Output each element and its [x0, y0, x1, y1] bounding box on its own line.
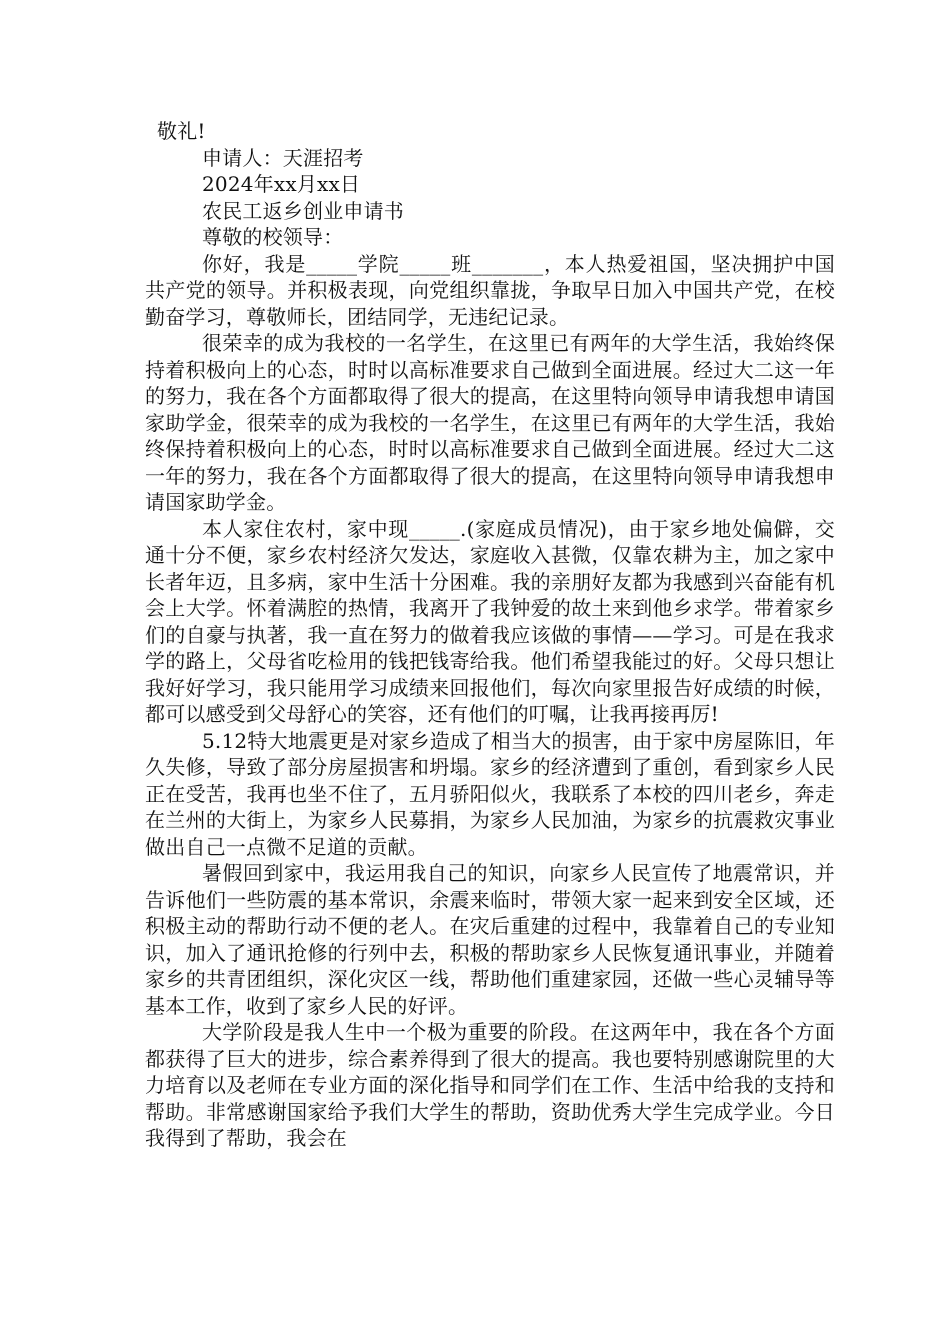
- date-line: 2024年xx月xx日: [202, 172, 361, 196]
- document-title: 农民工返乡创业申请书: [202, 198, 404, 223]
- closing-salutation: 敬礼!: [157, 119, 206, 143]
- paragraph-family: 本人家住农村，家中现_____.(家庭成员情况)，由于家乡地处偏僻，交通十分不便，家乡农村经济欠发达，家庭收入甚微，仅靠农耕为主，加之家中长者年迈，且多病，家中生活十分困难。我的亲朋好友都为我感到兴奋能有机会上大学。怀着满腔的热情，我离开了我钟爱的故土来到他乡求学。带着家乡们的自豪与执著，我一直在努力的做着我应该做的事情——学习。可是在我求学的路上，父母省吃检用的钱把钱寄给我。他们希望我能过的好。父母只想让我好好学习，我只能用学习成绩来回报他们，每次向家里报告好成绩的时候，都可以感受到父母舒心的笑容，还有他们的叮嘱，让我再接再厉!: [145, 516, 835, 726]
- applicant-line: 申请人：天涯招考: [202, 145, 364, 170]
- paragraph-earthquake: 5.12特大地震更是对家乡造成了相当大的损害，由于家中房屋陈旧，年久失修，导致了部分房屋损害和坍塌。家乡的经济遭到了重创，看到家乡人民正在受苦，我再也坐不住了，五月骄阳似火，我联系了本校的四川老乡，奔走在兰州的大街上，为家乡人民募捐，为家乡人民加油，为家乡的抗震救灾事业做出自己一点微不足道的贡献。: [145, 728, 835, 859]
- paragraph-student-life: 很荣幸的成为我校的一名学生，在这里已有两年的大学生活，我始终保持着积极向上的心态，时时以高标准要求自己做到全面进展。经过大二这一年的努力，我在各个方面都取得了很大的提高，在这里特向领导申请我想申请国家助学金，很荣幸的成为我校的一名学生，在这里已有两年的大学生活，我始终保持着积极向上的心态，时时以高标准要求自己做到全面进展。经过大二这一年的努力，我在各个方面都取得了很大的提高，在这里特向领导申请我想申请国家助学金。: [145, 331, 835, 514]
- paragraph-intro: 你好，我是_____学院_____班_______，本人热爱祖国，坚决拥护中国共产党的领导。并积极表现，向党组织靠拢，争取早日加入中国共产党，在校勤奋学习，尊敬师长，团结同学，无违纪记录。: [145, 251, 835, 329]
- paragraph-summer: 暑假回到家中，我运用我自己的知识，向家乡人民宣传了地震常识，并告诉他们一些防震的基本常识，余震来临时，带领大家一起来到安全区域，还积极主动的帮助行动不便的老人。在灾后重建的过程中，我靠着自己的专业知识，加入了通讯抢修的行列中去，积极的帮助家乡人民恢复通讯事业，并随着家乡的共青团组织，深化灾区一线，帮助他们重建家园，还做一些心灵辅导等基本工作，收到了家乡人民的好评。: [145, 861, 835, 1018]
- document-page: [145, 118, 835, 1152]
- greeting-line: 尊敬的校领导：: [202, 225, 344, 249]
- paragraph-university: 大学阶段是我人生中一个极为重要的阶段。在这两年中，我在各个方面都获得了巨大的进步，综合素养得到了很大的提高。我也要特别感谢院里的大力培育以及老师在专业方面的深化指导和同学们在工作、生活中给我的支持和帮助。非常感谢国家给予我们大学生的帮助，资助优秀大学生完成学业。今日我得到了帮助，我会在: [145, 1020, 835, 1150]
